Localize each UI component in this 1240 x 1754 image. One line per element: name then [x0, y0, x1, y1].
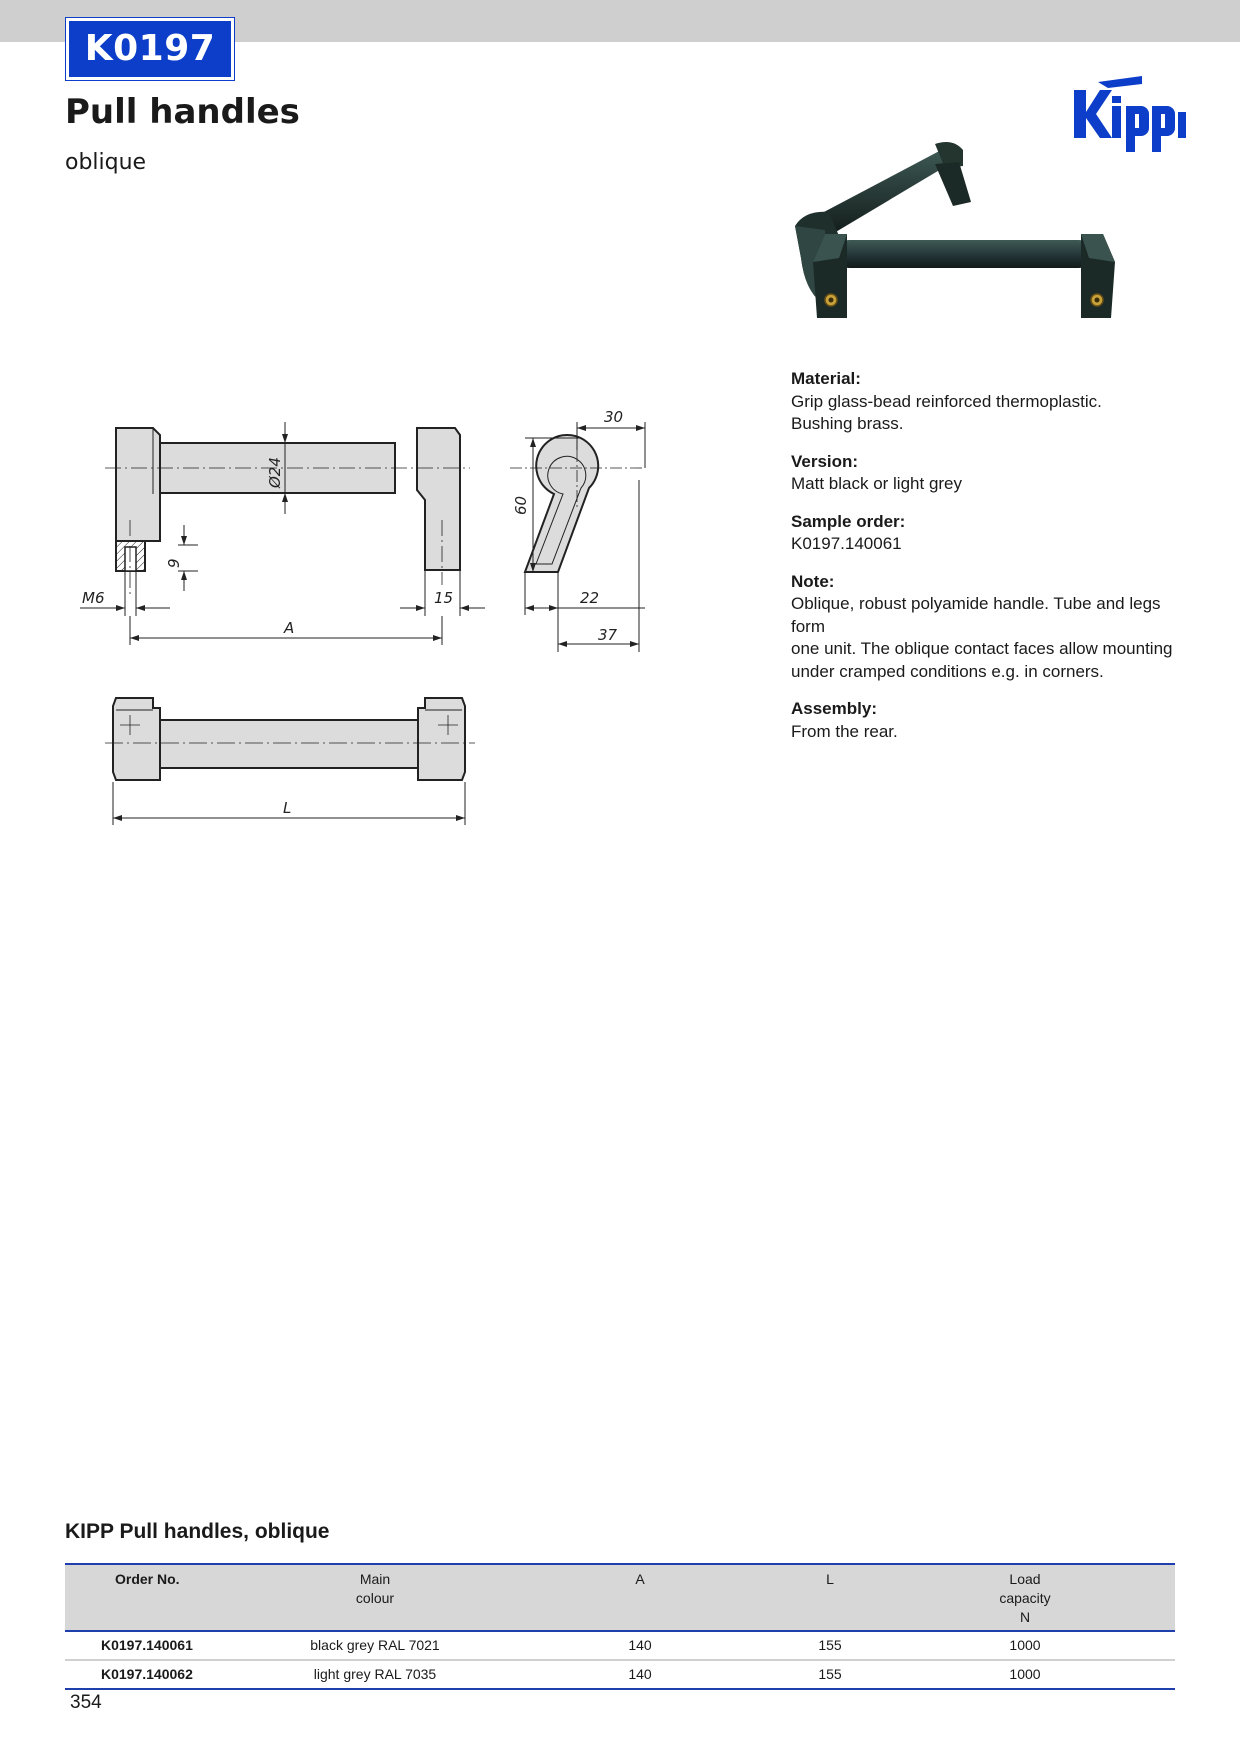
column-header-order-no: Order No. [65, 1564, 255, 1631]
cell-order-no: K0197.140061 [65, 1631, 255, 1660]
side-view [525, 435, 598, 572]
spec-assembly [791, 698, 1191, 743]
column-header-main-colour: Main colour [255, 1564, 495, 1631]
handle-photo-straight [813, 234, 1115, 318]
spec-text: K0197.140061 [791, 534, 902, 553]
cell-l: 155 [785, 1631, 875, 1660]
dim-label-30: 30 [604, 408, 624, 426]
cell-main-colour: black grey RAL 7021 [255, 1631, 495, 1660]
dim-label-15: 15 [434, 589, 454, 607]
table-title: KIPP Pull handles, oblique [65, 1520, 330, 1543]
table-row [65, 1631, 1175, 1660]
dim-label-37: 37 [598, 626, 618, 644]
spec-label: Version: [791, 451, 859, 471]
dim-label-diameter: Ø24 [266, 457, 284, 488]
dim-label-60: 60 [512, 495, 530, 515]
cell-l: 155 [785, 1660, 875, 1689]
front-view [116, 428, 460, 571]
spec-text: one unit. The oblique contact faces allow mounting [791, 639, 1173, 658]
dim-label-9: 9 [165, 558, 183, 568]
dim-label-22: 22 [580, 589, 600, 607]
spec-text: Bushing brass. [791, 414, 904, 433]
table-row [65, 1660, 1175, 1689]
column-header-a: A [495, 1564, 785, 1631]
page-subtitle: oblique [65, 150, 147, 175]
spec-text: From the rear. [791, 721, 898, 741]
spec-text: Oblique, robust polyamide handle. Tube and legs form [791, 594, 1161, 636]
spec-sample-order [791, 511, 1191, 556]
cell-main-colour: light grey RAL 7035 [255, 1660, 495, 1689]
cell-load-capacity: 1000 [875, 1660, 1175, 1689]
spec-material [791, 368, 1191, 436]
order-table [65, 1563, 1175, 1690]
top-view [113, 698, 465, 780]
page-number: 354 [70, 1692, 102, 1713]
product-code-badge: K0197 [66, 18, 234, 80]
cell-a: 140 [495, 1631, 785, 1660]
spec-label: Assembly: [791, 699, 877, 718]
spec-label: Material: [791, 369, 861, 388]
cell-order-no: K0197.140062 [65, 1660, 255, 1689]
column-header-load-capacity: Load capacity N [875, 1564, 1175, 1631]
technical-drawing [60, 370, 700, 840]
dim-label-l: L [283, 799, 292, 817]
cell-a: 140 [495, 1660, 785, 1689]
specifications [791, 368, 1191, 758]
table-header-row [65, 1564, 1175, 1631]
spec-version [791, 451, 1191, 496]
dim-label-a: A [284, 619, 295, 637]
spec-note [791, 571, 1191, 684]
cell-load-capacity: 1000 [875, 1631, 1175, 1660]
spec-text: under cramped conditions e.g. in corners. [791, 661, 1104, 681]
dim-label-m6: M6 [82, 589, 105, 607]
spec-text: Grip glass-bead reinforced thermoplastic. [791, 391, 1102, 411]
page-title: Pull handles [65, 92, 300, 132]
spec-label: Sample order: [791, 511, 906, 531]
product-photo [785, 140, 1185, 350]
spec-text: Matt black or light grey [791, 474, 963, 493]
spec-label: Note: [791, 571, 835, 591]
column-header-l: L [785, 1564, 875, 1631]
